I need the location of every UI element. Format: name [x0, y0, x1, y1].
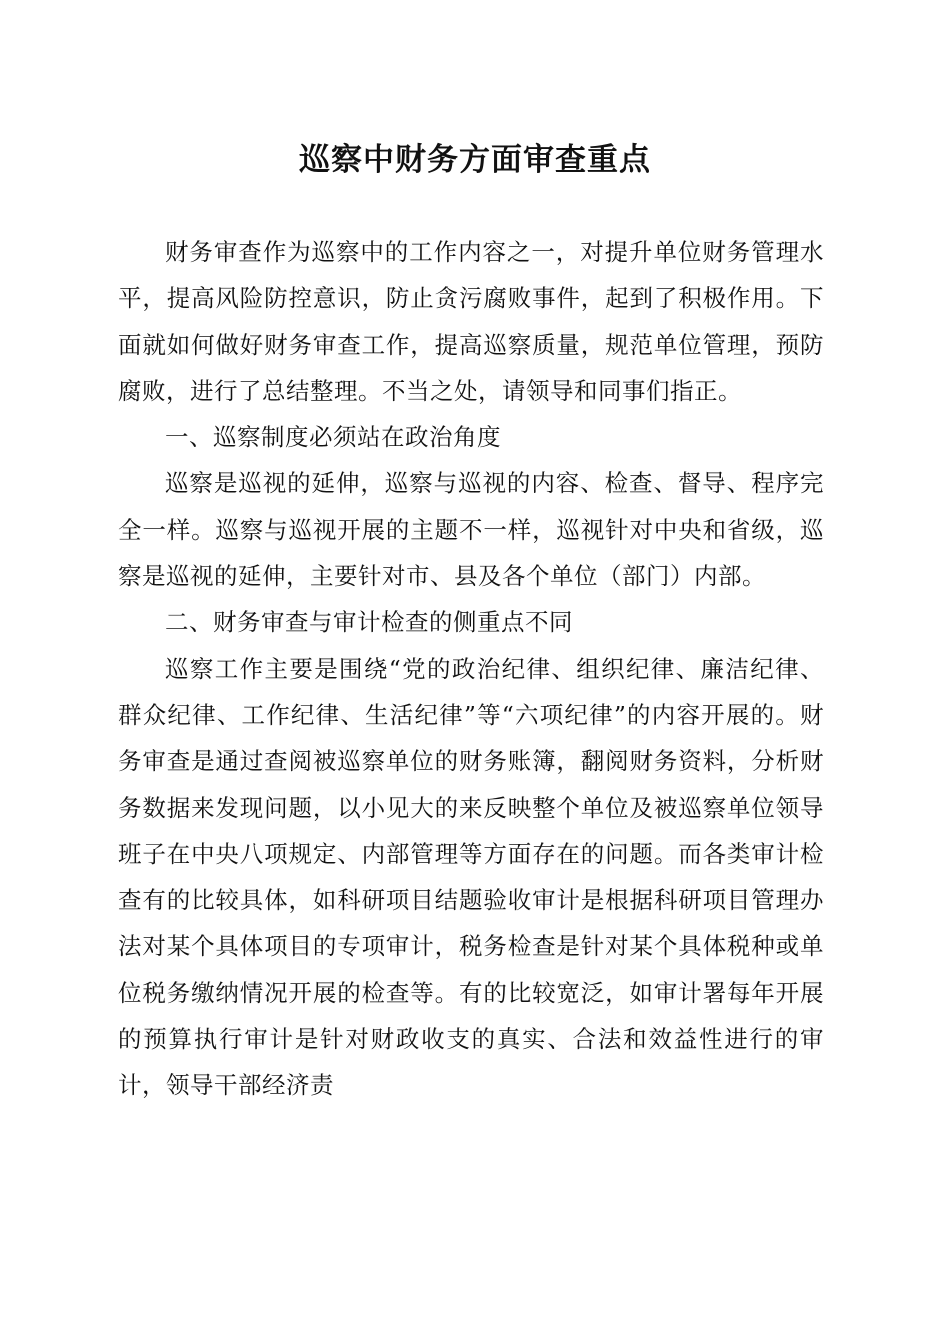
section-2-heading: 二、财务审查与审计检查的侧重点不同 [165, 608, 573, 637]
section-1-heading: 一、巡察制度必须站在政治角度 [165, 423, 501, 452]
section-1-paragraph: 巡察是巡视的延伸，巡察与巡视的内容、检查、督导、程序完全一样。巡察与巡视开展的主题不一样，巡视针对中央和省级，巡察是巡视的延伸，主要针对市、县及各个单位（部门）内部。 [118, 469, 824, 591]
document-body [118, 229, 824, 1109]
intro-paragraph: 财务审查作为巡察中的工作内容之一，对提升单位财务管理水平，提高风险防控意识，防止贪污腐败事件，起到了积极作用。下面就如何做好财务审查工作，提高巡察质量，规范单位管理，预防腐败，进行了总结整理。不当之处，请领导和同事们指正。 [118, 238, 824, 405]
document-title: 巡察中财务方面审查重点 [299, 142, 651, 178]
section-2-paragraph: 巡察工作主要是围绕“党的政治纪律、组织纪律、廉洁纪律、群众纪律、工作纪律、生活纪律”等“六项纪律”的内容开展的。财务审查是通过查阅被巡察单位的财务账簿，翻阅财务资料，分析财务数据来发现问题，以小见大的来反映整个单位及被巡察单位领导班子在中央八项规定、内部管理等方面存在的问题。而各类审计检查有的比较具体，如科研项目结题验收审计是根据科研项目管理办法对某个具体项目的专项审计，税务检查是针对某个具体税种或单位税务缴纳情况开展的检查等。有的比较宽泛，如审计署每年开展的预算执行审计是针对财政收支的真实、合法和效益性进行的审计，领导干部经济责 [118, 654, 824, 1100]
